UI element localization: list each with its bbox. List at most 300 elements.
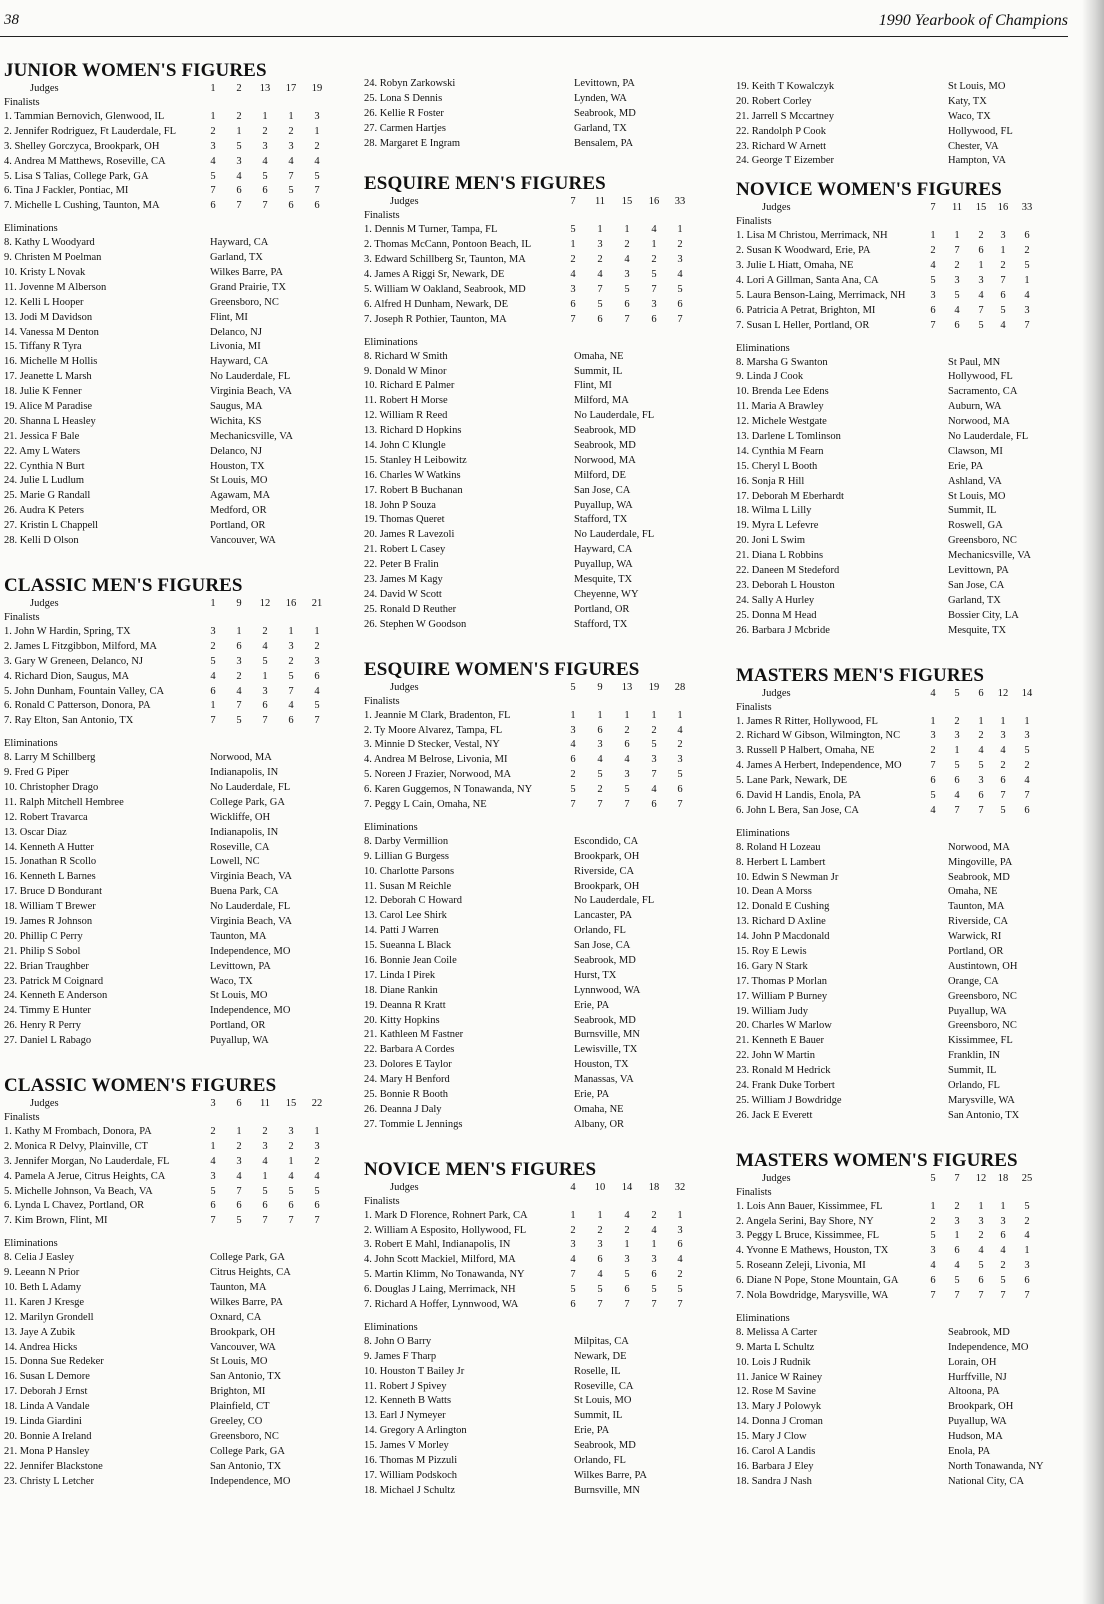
skater-name: 26. Deanna J Daly: [364, 1103, 442, 1115]
ordinal: 6: [570, 298, 576, 310]
skater-name: 23. Ronald M Hedrick: [736, 1065, 831, 1077]
skater-name: 23. Patrick M Coignard: [4, 975, 104, 987]
skater-name: 20. Kitty Hopkins: [364, 1014, 440, 1026]
finalist-name: 6. John L Bera, San Jose, CA: [736, 804, 859, 816]
ordinal: 4: [978, 745, 984, 757]
elimination-row: [4, 751, 326, 766]
skater-name: 10. Christopher Drago: [4, 781, 99, 793]
hometown: Hayward, CA: [210, 237, 269, 249]
hometown: Orlando, FL: [948, 1079, 1000, 1091]
elimination-row: [364, 1118, 694, 1133]
elimination-row: [4, 296, 326, 311]
judges-label: Judges: [30, 83, 59, 94]
ordinal: 5: [236, 715, 242, 727]
finalist-name: 5. Noreen J Frazier, Norwood, MA: [364, 769, 512, 781]
elimination-row: [364, 1409, 694, 1424]
skater-name: 16. Thomas M Pizzuli: [364, 1455, 458, 1467]
finalist-name: 1. Kathy M Frombach, Donora, PA: [4, 1125, 152, 1137]
ordinal: 1: [677, 709, 683, 721]
elimination-row: [736, 1049, 1068, 1064]
finalist-row: [364, 283, 694, 298]
ordinal: 4: [930, 804, 936, 816]
hometown: National City, CA: [948, 1475, 1025, 1487]
event-section: [364, 659, 694, 1133]
hometown: Burnsville, MN: [574, 1029, 640, 1041]
ordinal: 5: [570, 1284, 576, 1296]
ordinal: 2: [262, 1125, 268, 1137]
hometown: Bensalem, PA: [574, 137, 634, 149]
elimination-row: [364, 939, 694, 954]
ordinal: 2: [236, 670, 242, 682]
finalist-row: [364, 783, 694, 798]
elimination-row: [736, 80, 1068, 95]
ordinal: 1: [677, 224, 683, 236]
elimination-row: [364, 850, 694, 865]
finalist-row: [364, 313, 694, 328]
ordinal: 7: [1000, 789, 1006, 801]
judge-number: 4: [930, 687, 936, 699]
hometown: Kissimmee, FL: [948, 1035, 1013, 1047]
hometown: Houston, TX: [210, 460, 265, 472]
ordinal: 5: [1000, 304, 1006, 316]
ordinal: 5: [930, 1230, 936, 1242]
judge-number: 15: [285, 1097, 297, 1109]
ordinal: 7: [262, 715, 268, 727]
elimination-row: [4, 975, 326, 990]
elimination-row: [4, 796, 326, 811]
ordinal: 4: [1024, 289, 1030, 301]
skater-name: 27. Carmen Hartjes: [364, 122, 446, 134]
finalist-name: 5. Martin Klimm, No Tonawanda, NY: [364, 1269, 525, 1281]
skater-name: 15. Stanley H Leibowitz: [364, 454, 467, 466]
elimination-row: [736, 975, 1068, 990]
elimination-row: [364, 999, 694, 1014]
skater-name: 15. Sueanna L Black: [364, 940, 452, 952]
finalist-row: [4, 1185, 326, 1200]
ordinal: 2: [1024, 1215, 1030, 1227]
ordinal: 5: [930, 789, 936, 801]
finalist-name: 6. Lynda L Chavez, Portland, OR: [4, 1200, 145, 1212]
event-section: [736, 1150, 1068, 1490]
ordinal: 6: [1024, 1275, 1030, 1287]
judges-row: [364, 1181, 694, 1195]
ordinal: 3: [651, 754, 657, 766]
ordinal: 6: [978, 789, 984, 801]
ordinal: 3: [1024, 1260, 1030, 1272]
elimination-row: [364, 909, 694, 924]
judge-number: 28: [674, 681, 686, 693]
hometown: Greensboro, NC: [210, 1430, 279, 1442]
finalists-label: Finalists: [364, 210, 400, 222]
ordinal: 4: [570, 739, 576, 751]
hometown: St Louis, MO: [210, 475, 268, 487]
finalist-name: 5. Lane Park, Newark, DE: [736, 775, 848, 787]
skater-name: 25. Ronald D Reuther: [364, 603, 457, 615]
eliminations-label: Eliminations: [736, 827, 790, 839]
judge-number: 13: [259, 83, 271, 94]
skater-name: 22. Cynthia N Burt: [4, 460, 85, 472]
hometown: St Louis, MO: [948, 490, 1006, 502]
skater-name: 19. William Judy: [736, 1005, 809, 1017]
elimination-row: [736, 1034, 1068, 1049]
ordinal: 6: [236, 1200, 242, 1212]
ordinal: 7: [930, 760, 936, 772]
ordinal: 5: [954, 1275, 960, 1287]
finalist-name: 7. Joseph R Pothier, Taunton, MA: [364, 313, 507, 325]
skater-name: 25. Marie G Randall: [4, 490, 91, 502]
ordinal: 5: [1024, 1200, 1030, 1212]
finalist-name: 6. Douglas J Laing, Merrimack, NH: [364, 1284, 516, 1296]
hometown: Norwood, MA: [948, 841, 1010, 853]
finalist-name: 4. Andrea M Belrose, Livonia, MI: [364, 754, 508, 766]
finalist-row: [736, 304, 1068, 319]
skater-name: 19. Deanna R Kratt: [364, 999, 446, 1011]
hometown: Erie, PA: [574, 1425, 610, 1437]
finalist-name: 5. William W Oakland, Seabrook, MD: [364, 284, 526, 296]
elimination-row: [736, 1005, 1068, 1020]
skater-name: 11. Jovenne M Alberson: [4, 281, 107, 293]
finalist-row: [736, 319, 1068, 334]
elimination-row: [364, 1380, 694, 1395]
elimination-row: [364, 954, 694, 969]
skater-name: 11. Robert H Morse: [364, 395, 448, 407]
hometown: Taunton, MA: [210, 930, 267, 942]
ordinal: 5: [288, 185, 294, 197]
ordinal: 3: [597, 1239, 603, 1251]
judges-row: [4, 82, 326, 96]
ordinal: 6: [210, 685, 216, 697]
ordinal: 5: [210, 170, 216, 182]
skater-name: 16. Bonnie Jean Coile: [364, 954, 457, 966]
hometown: Oxnard, CA: [210, 1311, 262, 1323]
elimination-row: [736, 945, 1068, 960]
ordinal: 5: [210, 1185, 216, 1197]
elimination-row: [4, 1311, 326, 1326]
eliminations-label: Eliminations: [364, 336, 418, 348]
finalist-name: 1. Lisa M Christou, Merrimack, NH: [736, 230, 888, 242]
ordinal: 1: [651, 709, 657, 721]
finalists-label: Finalists: [736, 216, 772, 228]
elimination-row: [4, 266, 326, 281]
skater-name: 13. Richard D Hopkins: [364, 425, 462, 437]
elimination-row: [364, 409, 694, 424]
ordinal: 1: [210, 1140, 216, 1152]
finalist-row: [364, 298, 694, 313]
ordinal: 4: [210, 155, 216, 167]
elimination-row: [364, 1350, 694, 1365]
ordinal: 6: [624, 298, 630, 310]
hometown: Lewisville, TX: [574, 1044, 638, 1056]
finalist-row: [364, 268, 694, 283]
skater-name: 22. Brian Traughber: [4, 960, 89, 972]
hometown: Mechanicsville, VA: [948, 550, 1032, 562]
ordinal: 6: [314, 200, 320, 212]
ordinal: 5: [288, 1185, 294, 1197]
ordinal: 5: [262, 655, 268, 667]
hometown: Greensboro, NC: [948, 535, 1017, 547]
spacer: [736, 1304, 1068, 1312]
ordinal: 4: [954, 789, 960, 801]
skater-name: 24. Frank Duke Torbert: [736, 1079, 835, 1091]
skater-name: 17. Deborah J Ernst: [4, 1386, 88, 1398]
hometown: No Lauderdale, FL: [948, 431, 1029, 443]
ordinal: 6: [236, 185, 242, 197]
elimination-row: [4, 326, 326, 341]
hometown: Seabrook, MD: [574, 1014, 636, 1026]
finalist-row: [4, 685, 326, 700]
ordinal: 7: [677, 798, 683, 810]
skater-name: 10. Richard E Palmer: [364, 380, 455, 392]
skater-name: 14. John P Macdonald: [736, 931, 830, 943]
hometown: Austintown, OH: [948, 960, 1018, 972]
elimination-row: [4, 415, 326, 430]
ordinal: 3: [1024, 730, 1030, 742]
finalist-name: 1. Lois Ann Bauer, Kissimmee, FL: [736, 1200, 883, 1212]
finalist-name: 6. Ronald C Patterson, Donora, PA: [4, 700, 151, 712]
ordinal: 3: [1000, 230, 1006, 242]
hometown: Roseville, CA: [574, 1380, 634, 1392]
ordinal: 1: [236, 125, 242, 137]
finalists-label: Finalists: [364, 1195, 400, 1207]
ordinal: 5: [236, 1215, 242, 1227]
skater-name: 17. Linda I Pirek: [364, 969, 436, 981]
ordinal: 2: [314, 140, 320, 152]
ordinal: 7: [236, 1185, 242, 1197]
hometown: Portland, OR: [948, 945, 1004, 957]
judges-row: [4, 597, 326, 611]
event-title: ESQUIRE MEN'S FIGURES: [364, 173, 606, 195]
skater-name: 11. Janice W Rainey: [736, 1371, 823, 1383]
ordinal: 3: [570, 724, 576, 736]
ordinal: 7: [570, 798, 576, 810]
hometown: St Louis, MO: [948, 81, 1006, 92]
ordinal: 3: [236, 155, 242, 167]
hometown: Auburn, WA: [948, 401, 1002, 413]
ordinal: 6: [954, 319, 960, 331]
ordinal: 2: [1024, 245, 1030, 257]
skater-name: 8. Roland H Lozeau: [736, 841, 821, 853]
hometown: Franklin, IN: [948, 1050, 1000, 1062]
skater-name: 25. William J Bowdridge: [736, 1094, 842, 1106]
elimination-row: [364, 424, 694, 439]
ordinal: 5: [1000, 1275, 1006, 1287]
elimination-row: [364, 543, 694, 558]
ordinal: 1: [651, 239, 657, 251]
ordinal: 6: [262, 185, 268, 197]
elimination-row: [364, 603, 694, 618]
judge-number: 32: [674, 1181, 686, 1193]
hometown: San Antonio, TX: [948, 1109, 1020, 1121]
ordinal: 7: [314, 715, 320, 727]
finalist-row: [736, 715, 1068, 730]
finalist-name: 1. James R Ritter, Hollywood, FL: [736, 715, 878, 727]
skater-name: 14. Kenneth A Hutter: [4, 841, 94, 853]
hometown: Seabrook, MD: [574, 425, 636, 437]
ordinal: 2: [954, 1200, 960, 1212]
hometown: Citrus Heights, CA: [210, 1267, 291, 1279]
elimination-row: [4, 534, 326, 549]
skater-name: 25. Bonnie R Booth: [364, 1088, 449, 1100]
skater-name: 9. Christen M Poelman: [4, 252, 102, 264]
skater-name: 13. Earl J Nymeyer: [364, 1410, 446, 1422]
judges-row: [736, 687, 1068, 701]
hometown: Taunton, MA: [948, 901, 1005, 913]
ordinal: 6: [1000, 775, 1006, 787]
ordinal: 6: [930, 775, 936, 787]
skater-name: 15. James V Morley: [364, 1440, 449, 1452]
judge-number: 4: [570, 1181, 576, 1193]
ordinal: 4: [1000, 745, 1006, 757]
ordinal: 1: [624, 1239, 630, 1251]
finalist-row: [736, 744, 1068, 759]
ordinal: 4: [210, 1155, 216, 1167]
skater-name: 24. Robyn Zarkowski: [364, 78, 456, 89]
hometown: Summit, IL: [948, 1065, 997, 1077]
skater-name: 22. Peter B Fralin: [364, 559, 439, 571]
judge-number: 15: [621, 196, 633, 208]
ordinal: 1: [236, 1125, 242, 1137]
finalist-name: 2. Monica R Delvy, Plainville, CT: [4, 1140, 148, 1152]
elimination-row: [364, 1439, 694, 1454]
ordinal: 5: [677, 769, 683, 781]
elimination-row: [364, 394, 694, 409]
elimination-row: [364, 513, 694, 528]
ordinal: 3: [677, 754, 683, 766]
hometown: Greensboro, NC: [210, 296, 279, 308]
elimination-row: [736, 900, 1068, 915]
ordinal: 3: [930, 1245, 936, 1257]
hometown: Taunton, MA: [210, 1282, 267, 1293]
ordinal: 4: [314, 685, 320, 697]
skater-name: 17. William Podskoch: [364, 1469, 458, 1481]
skater-name: 14. Vanessa M Denton: [4, 326, 99, 338]
skater-name: 8. Herbert L Lambert: [736, 856, 826, 868]
elimination-row: [364, 1073, 694, 1088]
elimination-row: [364, 92, 694, 107]
skater-name: 18. Sandra J Nash: [736, 1475, 812, 1487]
ordinal: 4: [624, 1209, 630, 1221]
ordinal: 4: [677, 724, 683, 736]
event-section: [736, 665, 1068, 1124]
ordinal: 1: [210, 111, 216, 122]
ordinal: 1: [978, 1200, 984, 1212]
ordinal: 4: [597, 1269, 603, 1281]
ordinal: 2: [597, 254, 603, 266]
skater-name: 15. Roy E Lewis: [736, 945, 807, 957]
elimination-row: [4, 989, 326, 1004]
skater-name: 10. Kristy L Novak: [4, 267, 86, 279]
skater-name: 13. Carol Lee Shirk: [364, 910, 447, 922]
ordinal: 5: [651, 739, 657, 751]
finalist-row: [736, 259, 1068, 274]
ordinal: 4: [930, 260, 936, 272]
elimination-row: [736, 125, 1068, 140]
skater-name: 12. Kelli L Hooper: [4, 296, 84, 308]
ordinal: 7: [954, 804, 960, 816]
hometown: Waco, TX: [210, 975, 253, 987]
judges-row: [4, 1097, 326, 1111]
hometown: Agawam, MA: [210, 490, 271, 502]
ordinal: 5: [314, 170, 320, 182]
ordinal: 4: [262, 1155, 268, 1167]
skater-name: 26. Henry R Perry: [4, 1020, 81, 1032]
judge-number: 25: [1021, 1172, 1033, 1184]
ordinal: 1: [570, 709, 576, 721]
skater-name: 17. Deborah M Eberhardt: [736, 490, 844, 502]
ordinal: 3: [651, 298, 657, 310]
judge-number: 11: [259, 1097, 271, 1109]
hometown: Summit, IL: [948, 505, 997, 517]
finalist-name: 4. John Scott Mackiel, Milford, MA: [364, 1254, 516, 1266]
elimination-row: [736, 370, 1068, 385]
finalist-name: 7. Ray Elton, San Antonio, TX: [4, 715, 134, 727]
skater-name: 8. Darby Vermillion: [364, 835, 449, 847]
ordinal: 7: [210, 715, 216, 727]
ordinal: 6: [624, 1284, 630, 1296]
ordinal: 7: [1000, 1290, 1006, 1301]
judges-label: Judges: [30, 1097, 59, 1109]
event-section: [4, 1075, 326, 1489]
elimination-row: [4, 1034, 326, 1049]
ordinal: 5: [597, 298, 603, 310]
judge-number: 10: [594, 1181, 606, 1193]
ordinal: 2: [1000, 260, 1006, 272]
elimination-row: [4, 1341, 326, 1356]
judges-label: Judges: [762, 1172, 791, 1184]
ordinal: 6: [954, 1245, 960, 1257]
ordinal: 6: [1024, 230, 1030, 242]
elimination-row: [4, 430, 326, 445]
judges-row: [364, 681, 694, 695]
skater-name: 26. Barbara J Mcbride: [736, 624, 830, 636]
eliminations-label: Eliminations: [4, 738, 58, 750]
hometown: Levittown, PA: [948, 565, 1009, 577]
finalist-name: 5. John Dunham, Fountain Valley, CA: [4, 685, 165, 697]
finalist-name: 1. Dennis M Turner, Tampa, FL: [364, 224, 498, 236]
ordinal: 5: [262, 170, 268, 182]
ordinal: 1: [1000, 1200, 1006, 1212]
finalist-row: [4, 1155, 326, 1170]
elimination-row: [4, 885, 326, 900]
finalist-name: 3. Jennifer Morgan, No Lauderdale, FL: [4, 1155, 170, 1167]
skater-name: 11. Maria A Brawley: [736, 401, 824, 413]
skater-name: 21. Jarrell S Mccartney: [736, 110, 834, 122]
skater-name: 22. Amy L Waters: [4, 445, 81, 457]
ordinal: 6: [288, 200, 294, 212]
ordinal: 4: [314, 155, 320, 167]
elimination-row: [364, 984, 694, 999]
elimination-row: [4, 1400, 326, 1415]
elimination-row: [364, 1058, 694, 1073]
judge-number: 21: [311, 597, 323, 609]
finalist-name: 4. James A Herbert, Independence, MO: [736, 760, 902, 772]
finalist-row: [736, 244, 1068, 259]
elimination-row: [736, 1475, 1068, 1490]
hometown: San Jose, CA: [948, 579, 1005, 591]
ordinal: 6: [930, 1275, 936, 1287]
finalist-name: 6. Karen Guggemos, N Tonawanda, NY: [364, 784, 533, 796]
hometown: Roselle, IL: [574, 1365, 621, 1377]
hometown: Erie, PA: [574, 999, 610, 1011]
ordinal: 4: [954, 304, 960, 316]
finalist-name: 4. Yvonne E Mathews, Houston, TX: [736, 1245, 889, 1257]
ordinal: 4: [288, 1170, 294, 1182]
event-section: [364, 77, 694, 151]
elimination-row: [736, 534, 1068, 549]
elimination-row: [364, 1365, 694, 1380]
elimination-row: [364, 350, 694, 365]
skater-name: 9. Donald W Minor: [364, 365, 447, 377]
